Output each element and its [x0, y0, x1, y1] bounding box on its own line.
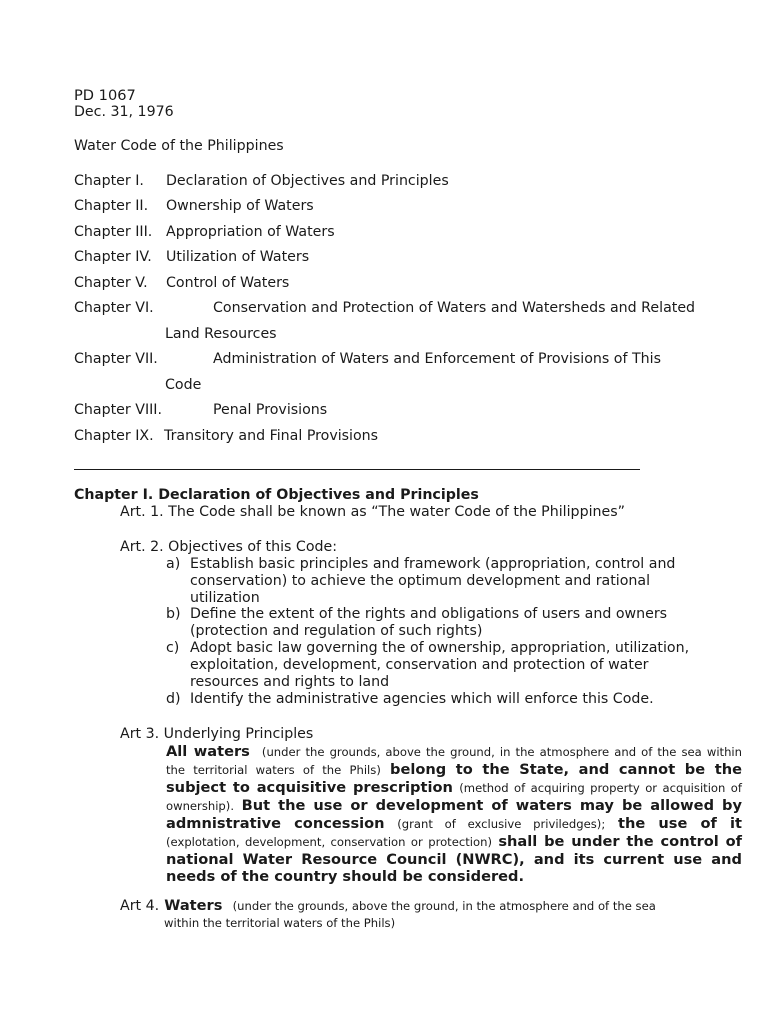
emphasis-text: But the use or development of waters may be allowed by admnistrative concession: [166, 797, 742, 832]
toc-chapter-label: Chapter I.: [74, 173, 144, 189]
emphasis-text: Waters: [164, 897, 223, 914]
toc-chapter-title-cont: Code: [165, 377, 202, 393]
list-marker: d): [166, 691, 181, 707]
parenthetical-text: within the territorial waters of the Phils): [164, 916, 396, 930]
list-item-text: utilization: [190, 590, 260, 606]
document-title: Water Code of the Philippines: [74, 138, 284, 154]
pd-number: PD 1067: [74, 87, 136, 104]
toc-chapter-label: Chapter VI.: [74, 300, 154, 316]
list-marker: b): [166, 606, 181, 622]
article-3-heading: Art 3. Underlying Principles: [120, 726, 314, 742]
parenthetical-text: (grant of exclusive priviledges);: [397, 817, 606, 831]
parenthetical-text: (method of acquiring property or acquisition of ownership).: [166, 781, 742, 813]
parenthetical-text: (explotation, development, conservation or protection): [166, 835, 492, 849]
parenthetical-text: (under the grounds, above the ground, in the atmosphere and of the sea within the territorial waters of the Phils): [166, 745, 743, 777]
list-item-text: Identify the administrative agencies which will enforce this Code.: [190, 691, 654, 707]
chapter-heading: Chapter I. Declaration of Objectives and Principles: [74, 487, 479, 503]
toc-chapter-label: Chapter III.: [74, 224, 153, 240]
toc-chapter-label: Chapter IV.: [74, 249, 152, 265]
toc-chapter-label: Chapter IX.: [74, 428, 154, 444]
emphasis-text: shall be under the control of national Water Resource Council (NWRC), and its current use and needs of the country should be considered.: [166, 833, 742, 885]
list-item-text: Define the extent of the rights and obligations of users and owners: [190, 606, 668, 622]
toc-chapter-title: Declaration of Objectives and Principles: [166, 173, 449, 189]
article-4: [120, 896, 742, 932]
toc-chapter-title: Transitory and Final Provisions: [164, 428, 379, 444]
toc-chapter-title: Administration of Waters and Enforcement of Provisions of This: [213, 351, 661, 367]
toc-chapter-label: Chapter VII.: [74, 351, 158, 367]
article-4-label: Art 4.: [120, 898, 160, 914]
list-item-text: (protection and regulation of such rights): [190, 623, 483, 639]
emphasis-text: belong to the State, and cannot be the subject to acquisitive prescription: [166, 761, 742, 796]
toc-chapter-label: Chapter II.: [74, 198, 149, 214]
document-date: Dec. 31, 1976: [74, 104, 174, 120]
toc-chapter-label: Chapter V.: [74, 275, 148, 291]
toc-chapter-title-cont: Land Resources: [165, 326, 277, 342]
emphasis-text: the use of it: [617, 815, 743, 832]
article-1: Art. 1. The Code shall be known as “The water Code of the Philippines”: [120, 504, 625, 520]
parenthetical-text: (under the grounds, above the ground, in the atmosphere and of the sea: [232, 899, 656, 913]
toc-chapter-title: Control of Waters: [166, 275, 290, 291]
list-marker: c): [166, 640, 180, 656]
toc-chapter-label: Chapter VIII.: [74, 402, 162, 418]
article-3-body: [166, 743, 742, 885]
list-marker: a): [166, 556, 181, 572]
toc-chapter-title: Conservation and Protection of Waters and Watersheds and Related: [213, 300, 696, 316]
emphasis-text: All waters: [166, 743, 250, 760]
toc-chapter-title: Appropriation of Waters: [166, 224, 335, 240]
article-2-heading: Art. 2. Objectives of this Code:: [120, 539, 338, 555]
list-item-text: conservation) to achieve the optimum development and rational: [190, 573, 651, 589]
list-item-text: exploitation, development, conservation and protection of water: [190, 657, 649, 673]
list-item-text: resources and rights to land: [190, 674, 390, 690]
toc-chapter-title: Penal Provisions: [213, 402, 328, 418]
toc-chapter-title: Utilization of Waters: [166, 249, 310, 265]
list-item-text: Establish basic principles and framework (appropriation, control and: [190, 556, 676, 572]
section-divider: [74, 469, 640, 470]
list-item-text: Adopt basic law governing the of ownership, appropriation, utilization,: [190, 640, 690, 656]
toc-chapter-title: Ownership of Waters: [166, 198, 314, 214]
